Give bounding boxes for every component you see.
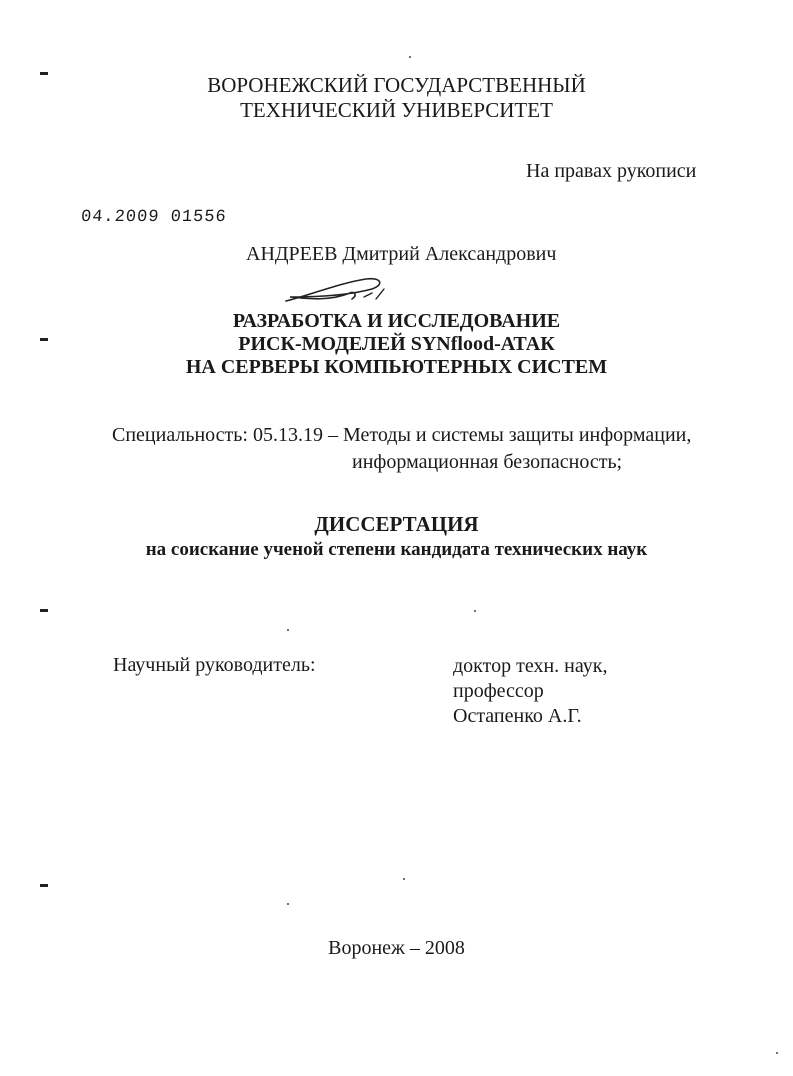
scan-mark (40, 609, 48, 612)
scan-dot (287, 903, 289, 905)
title-line-1: РАЗРАБОТКА И ИССЛЕДОВАНИЕ (232, 310, 561, 332)
supervisor-degree: доктор техн. наук, (453, 655, 608, 677)
manuscript-rights: На правах рукописи (526, 160, 697, 182)
specialty-line-1: Специальность: 05.13.19 – Методы и системы защиты информации, (112, 424, 692, 446)
university-line-2: ТЕХНИЧЕСКИЙ УНИВЕРСИТЕТ (240, 98, 553, 122)
scan-dot (776, 1052, 778, 1054)
supervisor-details (453, 654, 607, 729)
title-line-2: РИСК-МОДЕЛЕЙ SYNflood-АТАК (238, 333, 555, 355)
dissertation-title (0, 310, 793, 379)
supervisor-name: Остапенко А.Г. (453, 705, 582, 727)
specialty-line-2: информационная безопасность; (352, 451, 623, 473)
scan-mark (40, 884, 48, 887)
author-name: АНДРЕЕВ Дмитрий Александрович (246, 243, 557, 265)
scan-dot (287, 629, 289, 631)
title-line-3: НА СЕРВЕРЫ КОМПЬЮТЕРНЫХ СИСТЕМ (185, 356, 608, 378)
supervisor-label: Научный руководитель: (113, 654, 316, 676)
scan-dot (474, 610, 476, 612)
author-signature (280, 275, 390, 309)
university-line-1: ВОРОНЕЖСКИЙ ГОСУДАРСТВЕННЫЙ (207, 73, 586, 97)
university-name (0, 73, 793, 123)
dissertation-heading: ДИССЕРТАЦИЯ (314, 512, 479, 536)
scan-dot (409, 56, 411, 58)
city-year: Воронеж – 2008 (328, 937, 465, 959)
scan-dot (403, 878, 405, 880)
degree-subheading: на соискание ученой степени кандидата технических наук (145, 539, 648, 560)
supervisor-rank: профессор (453, 680, 544, 702)
registration-stamp: 04.2009 01556 (80, 208, 228, 227)
